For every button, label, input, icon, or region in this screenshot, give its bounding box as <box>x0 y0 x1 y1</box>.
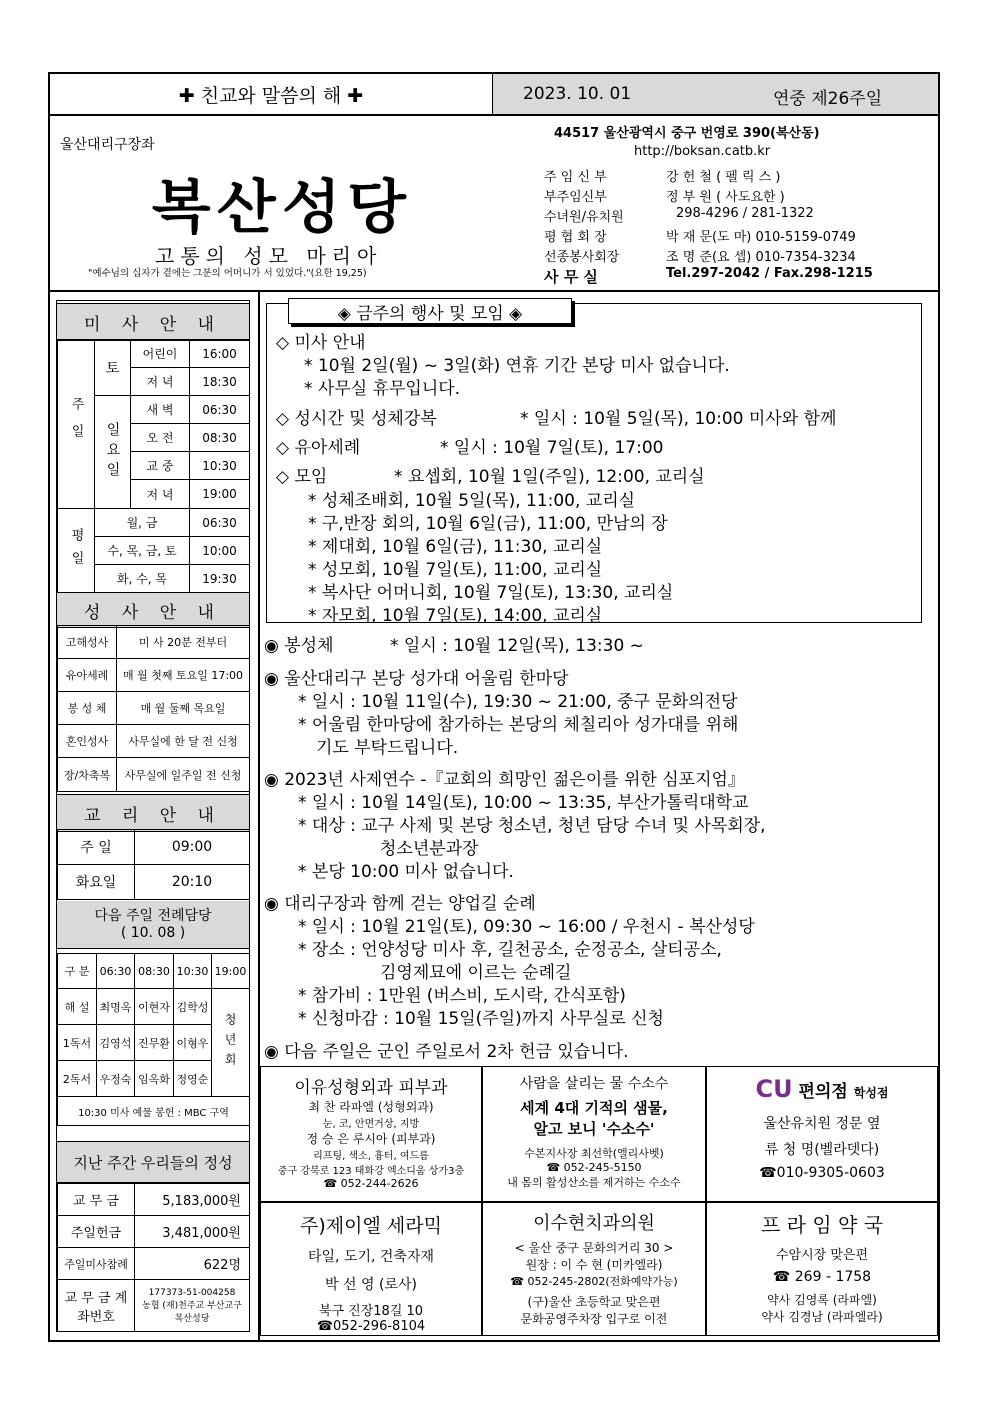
offering-value: 622명 <box>134 1247 250 1280</box>
catechism-day: 주 일 <box>57 829 135 865</box>
liturgy-person: 이현자 <box>134 988 174 1025</box>
contact-label: 수녀원/유치원 <box>544 210 624 225</box>
contact-value: 조 명 준(요 셉) 010-7354-3234 <box>666 250 856 265</box>
ad-line: 약사 김경남 (라파엘라) <box>761 1310 883 1324</box>
saturday-label: 토 <box>94 339 131 396</box>
year-motto: ✚ 친교와 말씀의 해 ✚ <box>178 84 364 107</box>
event-heading: ◇ 미사 안내 <box>276 333 366 353</box>
account-number: 177373-51-004258 <box>148 1287 236 1298</box>
ad-phone: ☎ 052-245-5150 <box>546 1161 642 1174</box>
contact-value: 정 부 원 ( 사도요한 ) <box>666 190 785 205</box>
liturgy-person: 임옥화 <box>134 1060 174 1097</box>
liturgy-header <box>57 901 249 949</box>
mass-time: 18:30 <box>189 367 250 396</box>
liturgy-person: 김영석 <box>96 1024 135 1061</box>
sunday-label: 주일 <box>57 339 95 509</box>
notice-line: * 일시 : 10월 12일(목), 13:30 ~ <box>390 636 644 656</box>
event-line: * 제대회, 10월 6일(금), 11:30, 교리실 <box>308 537 603 557</box>
liturgy-col-header: 19:00 <box>211 953 250 989</box>
ad-line: 류 청 명(벨라뎃다) <box>764 1142 880 1158</box>
offerings-title: 지난 주간 우리들의 정성 <box>57 1141 249 1183</box>
liturgy-col-header: 08:30 <box>134 953 174 989</box>
event-heading: ◇ 성시간 및 성체강복 <box>276 409 437 429</box>
ad-line: 세계 4대 기적의 샘물, <box>520 1099 668 1117</box>
sacrament-name: 봉 성 체 <box>57 691 117 725</box>
ad-phone: ☎010-9305-0603 <box>759 1165 885 1181</box>
account-bank: 농협 (재)천주교 부산교구 <box>142 1300 242 1311</box>
liturgy-person: 김학성 <box>173 988 212 1025</box>
church-url[interactable]: http://boksan.catb.kr <box>634 144 771 159</box>
ad-pharmacy <box>706 1202 938 1336</box>
liturgy-note: 10:30 미사 예물 봉헌 : MBC 구역 <box>57 1096 250 1126</box>
ad-title: 주)제이엘 세라믹 <box>300 1215 442 1237</box>
column-divider <box>258 292 260 1340</box>
offering-name: 주일헌금 <box>57 1215 135 1248</box>
ad-convenience-store <box>706 1066 938 1202</box>
mass-name: 오 전 <box>130 423 190 452</box>
mass-time: 16:00 <box>189 339 250 368</box>
liturgy-person: 이형우 <box>173 1024 212 1061</box>
offering-name: 교 무 금 <box>57 1183 135 1216</box>
liturgy-person: 우정숙 <box>96 1060 135 1097</box>
mass-name: 저 녁 <box>130 367 190 396</box>
notice-line: 김영제묘에 이르는 순례길 <box>380 963 572 983</box>
issue-date: 2023. 10. 01 <box>523 84 632 104</box>
weekday-label: 평일 <box>57 508 95 593</box>
notice-heading: ◉ 2023년 사제연수 -『교회의 희망인 젊은이를 위한 심포지엄』 <box>264 770 745 790</box>
contact-label: 사 무 실 <box>544 268 598 286</box>
mass-time: 19:00 <box>189 479 250 509</box>
ad-line: 눈, 코, 안면거상, 지방 <box>322 1119 420 1130</box>
notice-line: 기도 부탁드립니다. <box>316 738 459 758</box>
notice-line: * 참가비 : 1만원 (버스비, 도시락, 간식포함) <box>298 986 626 1006</box>
ad-phone: ☎ 052-244-2626 <box>323 1177 419 1190</box>
mass-name: 어린이 <box>130 339 190 368</box>
cu-logo: CU <box>755 1075 793 1103</box>
scripture-quote: "예수님의 십자가 곁에는 그분의 어머니가 서 있었다."(요한 19,25) <box>88 268 367 279</box>
contact-value: 298-4296 / 281-1322 <box>676 206 814 221</box>
weekday-time: 06:30 <box>189 508 250 537</box>
notice-heading: ◉ 다음 주일은 군인 주일로서 2차 헌금 있습니다. <box>264 1042 629 1062</box>
liturgy-date: ( 10. 08 ) <box>120 925 186 941</box>
ad-phone: ☎052-296-8104 <box>316 1319 426 1334</box>
left-sidebar <box>56 300 250 1332</box>
event-heading: ◇ 유아세례 <box>276 438 361 458</box>
liturgy-role: 해 설 <box>57 988 97 1025</box>
liturgical-week: 연중 제26주일 <box>773 89 883 109</box>
contact-label: 평 협 회 장 <box>544 230 607 245</box>
sacrament-value: 사무실에 한 달 전 신청 <box>116 724 250 758</box>
ad-phone: ☎ 269 - 1758 <box>772 1269 872 1285</box>
notice-heading: ◉ 대리구장과 함께 걷는 양업길 순례 <box>264 894 536 914</box>
ad-line: 수본지사장 최선학(엘리사벳) <box>524 1147 664 1160</box>
contact-label: 부주임신부 <box>544 190 607 205</box>
mass-name: 저 녁 <box>130 479 190 509</box>
sacrament-name: 고해성사 <box>57 625 117 659</box>
ad-line: 울산유치원 정문 옆 <box>763 1116 881 1132</box>
contact-label: 선종봉사회장 <box>544 250 620 265</box>
event-line: * 성체조배회, 10월 5일(목), 11:00, 교리실 <box>308 491 636 511</box>
ad-line: 북구 진장18길 10 <box>318 1304 424 1319</box>
account-info <box>134 1279 250 1332</box>
church-name: 복산성당 <box>151 173 413 241</box>
notice-line: * 본당 10:00 미사 없습니다. <box>298 862 514 882</box>
sacrament-value: 사무실에 일주일 전 신청 <box>116 757 250 792</box>
catechism-title: 교 리 안 내 <box>57 794 249 832</box>
liturgy-evening-group: 청년회 <box>211 988 250 1097</box>
ad-phone: ☎ 052-245-2802(전화예약가능) <box>510 1275 678 1288</box>
contact-value: 박 재 문(도 마) 010-5159-0749 <box>666 230 856 245</box>
sacrament-value: 미 사 20분 전부터 <box>116 625 250 659</box>
mass-time: 10:30 <box>189 451 250 480</box>
church-address: 44517 울산광역시 중구 번영로 390(복산동) <box>554 126 820 141</box>
patron-saint: 고통의 성모 마리아 <box>155 244 383 268</box>
ad-title: 이수현치과의원 <box>533 1213 655 1234</box>
ad-line: 원장 : 이 수 현 (미카엘라) <box>525 1258 663 1272</box>
ad-line: 중구 강북로 123 태화강 엑소디움 상가3층 <box>277 1166 465 1177</box>
liturgy-role: 1독서 <box>57 1024 97 1061</box>
ad-ceramic <box>260 1202 482 1336</box>
sacrament-name: 장/차축복 <box>57 757 117 792</box>
ad-line: 수암시장 맞은편 <box>775 1248 869 1263</box>
mass-title: 미 사 안 내 <box>57 303 249 341</box>
date-box <box>492 74 938 114</box>
liturgy-person: 최명옥 <box>96 988 135 1025</box>
notice-line: * 신청마감 : 10월 15일(주일)까지 사무실로 신청 <box>298 1009 664 1029</box>
sacraments-title: 성 사 안 내 <box>57 592 249 628</box>
event-line: * 사무실 휴무입니다. <box>304 379 461 399</box>
ad-line: < 울산 중구 문화의거리 30 > <box>514 1241 674 1255</box>
liturgy-title: 다음 주일 전례담당 <box>94 908 212 924</box>
catechism-day: 화요일 <box>57 864 135 900</box>
contact-label: 주 임 신 부 <box>544 170 607 185</box>
catechism-time: 09:00 <box>134 829 250 865</box>
notice-line: * 일시 : 10월 11일(수), 19:30 ~ 21:00, 중구 문화의전당 <box>298 692 738 712</box>
liturgy-col-header: 06:30 <box>96 953 135 989</box>
weekday-name: 화, 수, 목 <box>94 564 190 593</box>
ad-line: 정 승 은 루시아 (피부과) <box>306 1132 436 1146</box>
diocese-label: 울산대리구장좌 <box>60 137 155 153</box>
ad-line: 알고 보니 '수소수' <box>533 1120 655 1138</box>
sunday-day-label: 일요일 <box>94 395 131 509</box>
ad-title: 이유성형외과 피부과 <box>294 1078 448 1098</box>
ad-branch: 학성점 <box>853 1086 889 1100</box>
notice-line: * 어울림 한마당에 참가하는 본당의 체칠리아 성가대를 위해 <box>298 715 739 735</box>
sacrament-name: 유아세례 <box>57 658 117 692</box>
liturgy-col-header: 10:30 <box>173 953 212 989</box>
event-line: * 요셉회, 10월 1일(주일), 12:00, 교리실 <box>394 467 705 487</box>
contact-value: Tel.297-2042 / Fax.298-1215 <box>666 266 873 281</box>
event-heading: ◇ 모임 <box>276 467 328 487</box>
notice-line: 청소년분과장 <box>380 839 479 859</box>
liturgy-person: 진무환 <box>134 1024 174 1061</box>
liturgy-person: 정영순 <box>173 1060 212 1097</box>
ad-line: 문화공영주차장 입구로 이전 <box>520 1312 668 1326</box>
liturgy-col-header: 구 분 <box>57 953 97 989</box>
notice-line: * 대상 : 교구 사제 및 본당 청소년, 청년 담당 수녀 및 사목회장, <box>298 816 766 836</box>
mass-time: 08:30 <box>189 423 250 452</box>
account-label: 교 무 금 계좌번호 <box>57 1279 135 1332</box>
offering-name: 주일미사참례 <box>57 1247 135 1280</box>
event-line: * 복사단 어머니회, 10월 7일(토), 13:30, 교리실 <box>308 583 674 603</box>
notice-line: * 일시 : 10월 14일(토), 10:00 ~ 13:35, 부산가톨릭대학교 <box>298 793 749 813</box>
ad-title: 사람을 살리는 물 수소수 <box>519 1076 669 1092</box>
catechism-time: 20:10 <box>134 864 250 900</box>
event-line: * 일시 : 10월 5일(목), 10:00 미사와 함께 <box>520 409 837 429</box>
offering-value: 5,183,000원 <box>134 1183 250 1216</box>
contact-value: 강 헌 철 ( 펠 릭 스 ) <box>666 170 781 185</box>
notice-heading: ◉ 봉성체 <box>264 636 334 656</box>
event-line: * 일시 : 10월 7일(토), 17:00 <box>440 438 664 458</box>
weekday-time: 10:00 <box>189 536 250 565</box>
event-line: * 10월 2일(월) ~ 3일(화) 연휴 기간 본당 미사 없습니다. <box>304 356 730 376</box>
weekday-name: 월, 금 <box>94 508 190 537</box>
ad-line: 박 선 영 (로사) <box>325 1277 417 1293</box>
ad-line: 약사 김영록 (라파엘) <box>767 1293 877 1307</box>
sacrament-value: 매 월 둘째 목요일 <box>116 691 250 725</box>
event-line: * 구,반장 회의, 10월 6일(금), 11:00, 만남의 장 <box>308 514 668 534</box>
liturgy-role: 2독서 <box>57 1060 97 1097</box>
weekday-time: 19:30 <box>189 564 250 593</box>
ad-title: 프 라 임 약 국 <box>760 1213 884 1237</box>
notice-line: * 장소 : 언양성당 미사 후, 길천공소, 순정공소, 살티공소, <box>298 940 722 960</box>
sacrament-name: 혼인성사 <box>57 724 117 758</box>
account-holder: 복산성당 <box>174 1313 210 1324</box>
event-line: * 성모회, 10월 7일(토), 11:00, 교리실 <box>308 560 603 580</box>
ad-title: 편의점 <box>798 1082 848 1102</box>
event-line: * 자모회, 10월 7일(토), 14:00, 교리실 <box>308 606 603 626</box>
weekly-events-title: ◈ 금주의 행사 및 모임 ◈ <box>288 298 572 324</box>
ad-plastic-surgery <box>260 1066 482 1202</box>
ad-line: 리프팅, 색소, 흉터, 여드름 <box>313 1151 429 1162</box>
ad-line: (구)울산 초등학교 맞은편 <box>527 1295 661 1309</box>
weekday-name: 수, 목, 금, 토 <box>94 536 190 565</box>
ad-line: 내 몸의 활성산소를 제거하는 수소수 <box>507 1176 681 1189</box>
ad-hydrogen-water <box>482 1066 706 1202</box>
mass-name: 교 중 <box>130 451 190 480</box>
notice-line: * 일시 : 10월 21일(토), 09:30 ~ 16:00 / 우천시 - 복산성당 <box>298 917 755 937</box>
ad-line: 최 찬 라파엘 (성형외과) <box>308 1100 434 1114</box>
ad-line: 타일, 도기, 건축자재 <box>308 1249 434 1265</box>
ad-dental-clinic <box>482 1202 706 1336</box>
offering-value: 3,481,000원 <box>134 1215 250 1248</box>
notice-heading: ◉ 울산대리구 본당 성가대 어울림 한마당 <box>264 669 569 689</box>
sacrament-value: 매 월 첫째 토요일 17:00 <box>116 658 250 692</box>
mass-time: 06:30 <box>189 395 250 424</box>
mass-name: 새 벽 <box>130 395 190 424</box>
